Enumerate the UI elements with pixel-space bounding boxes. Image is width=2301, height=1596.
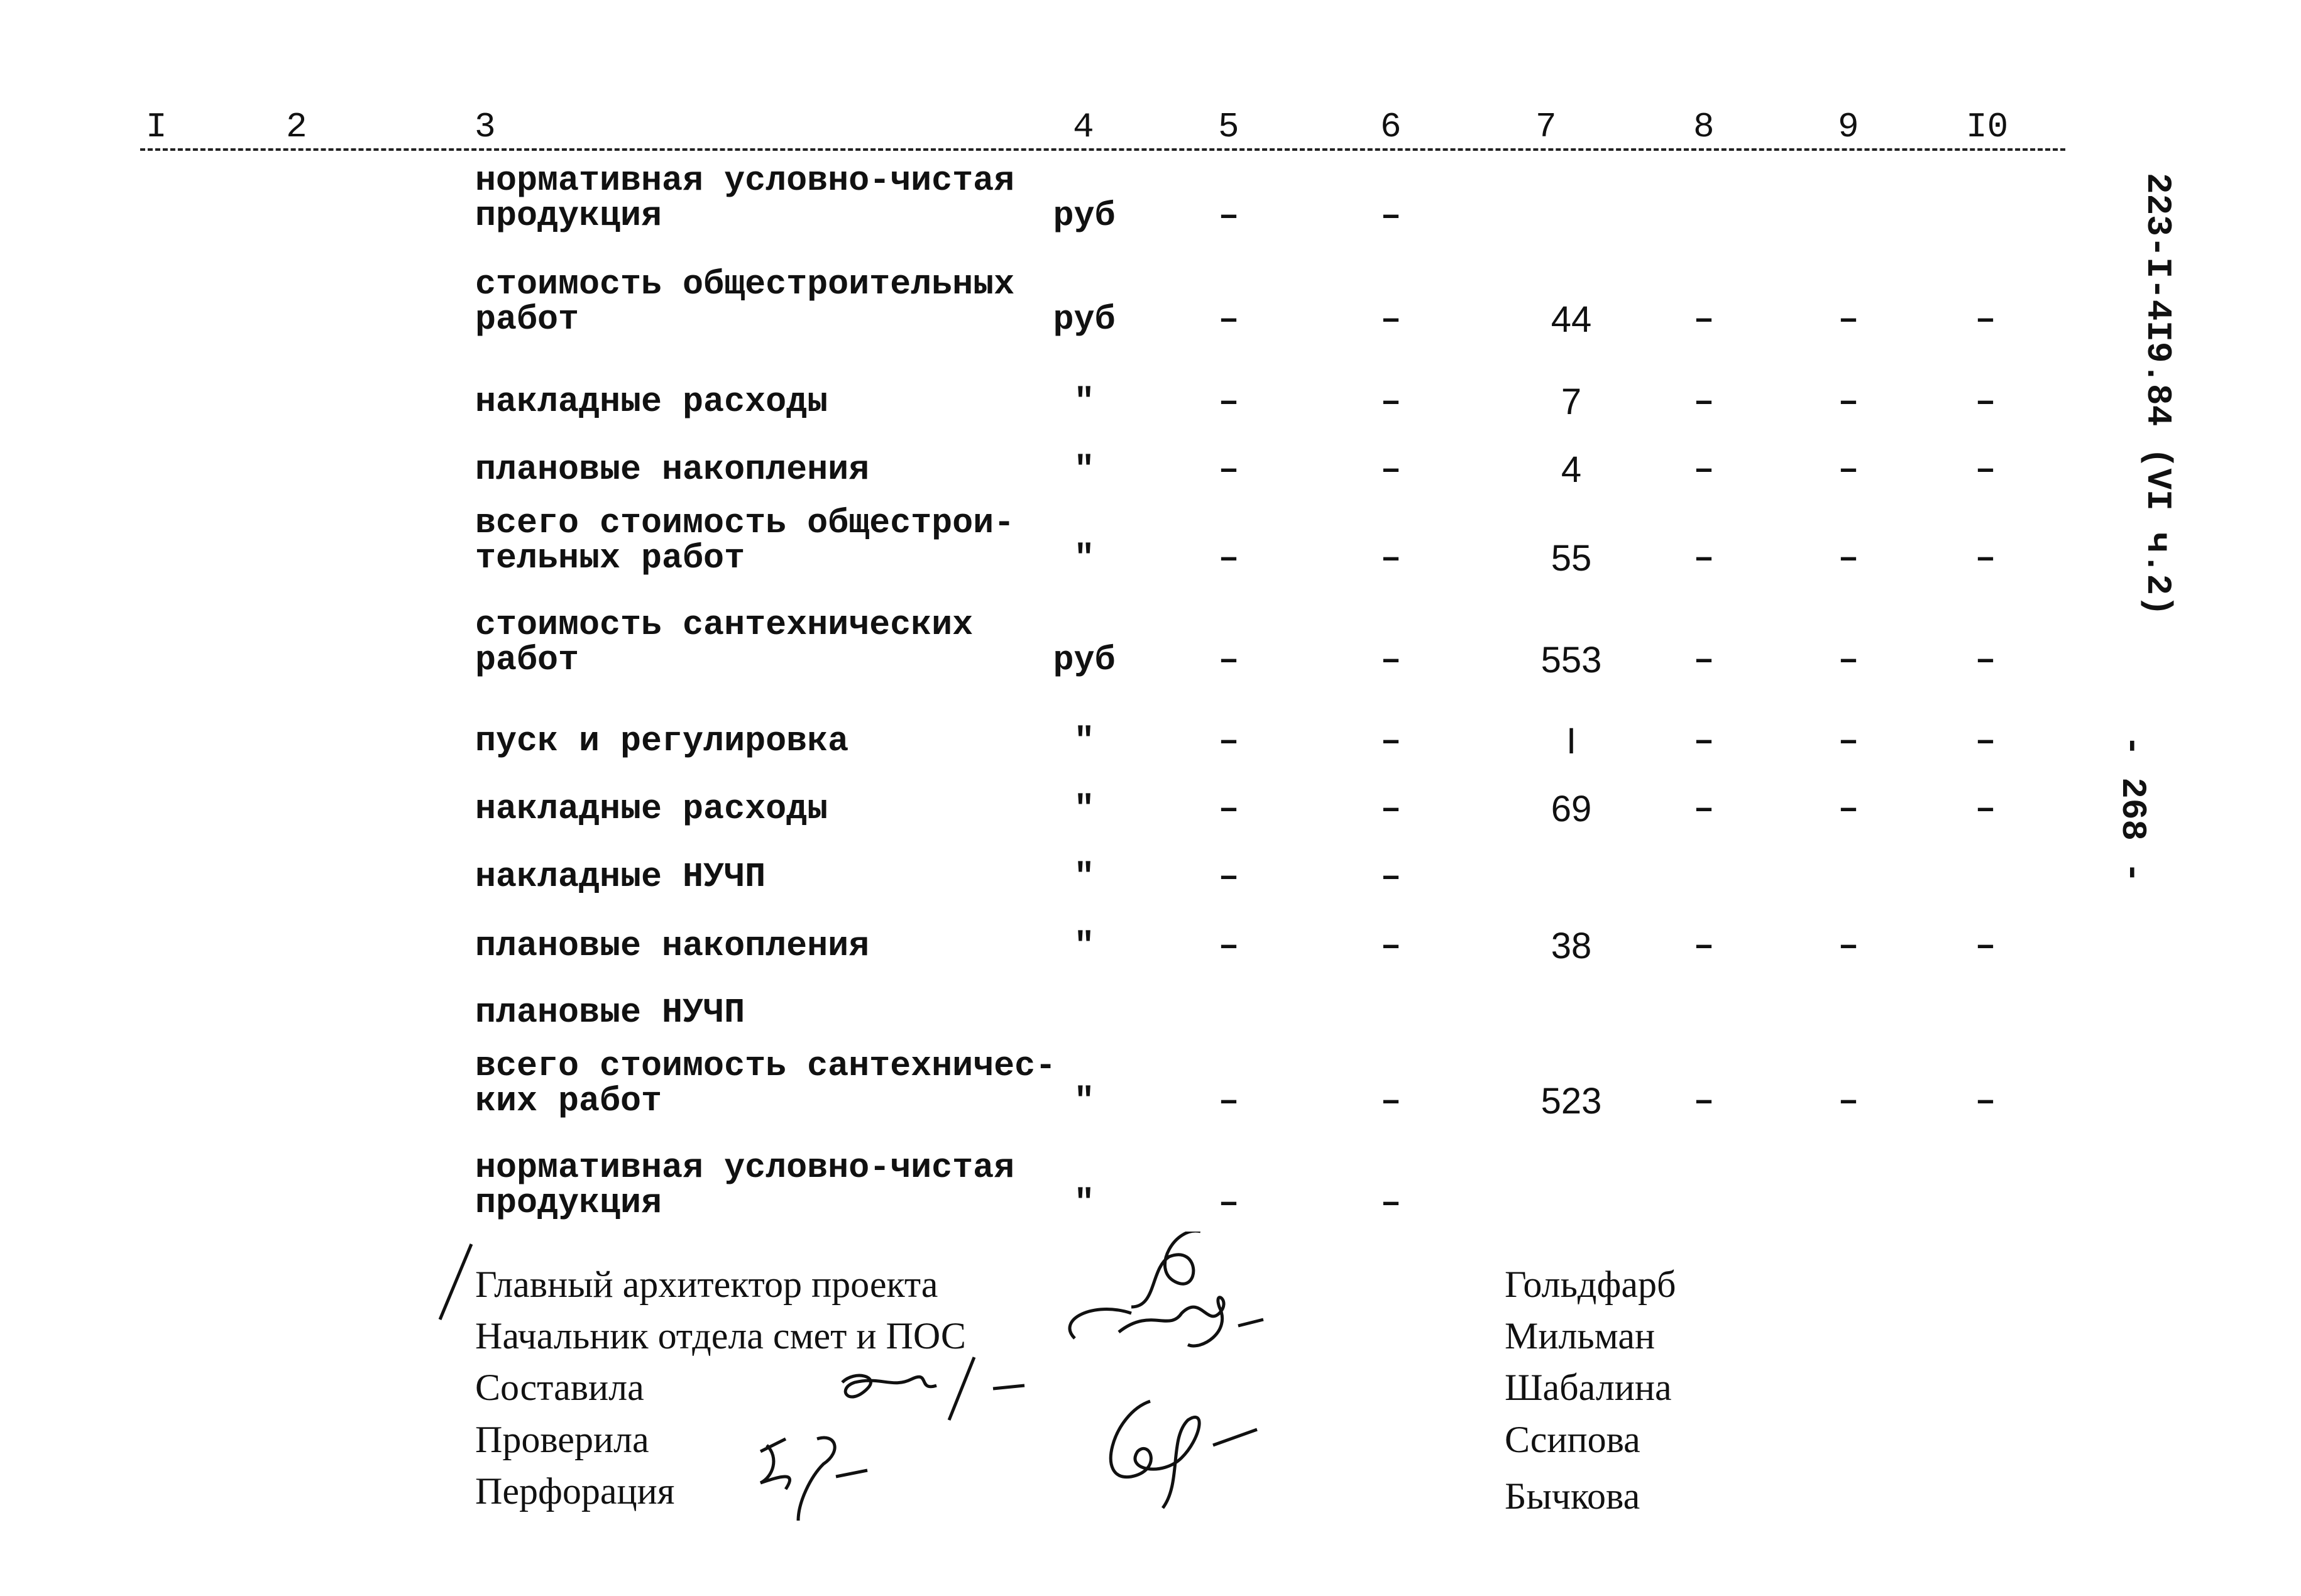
cell-col-9: – (1838, 721, 1859, 761)
signature-role: Перфорация (475, 1470, 675, 1512)
cell-col-7: 44 (1551, 299, 1592, 340)
cell-col-7: 69 (1551, 789, 1592, 829)
cell-col-9: – (1838, 382, 1859, 422)
cell-col-10: – (1975, 789, 1996, 829)
col-header-10: I0 (1966, 107, 2009, 147)
cell-col-7: 38 (1551, 926, 1592, 966)
cell-col-6: – (1380, 300, 1402, 339)
cell-col-10: – (1975, 640, 1996, 680)
cell-col-6: – (1380, 926, 1402, 966)
row-unit: ″ (1074, 721, 1095, 761)
row-unit: руб (1053, 640, 1116, 680)
table-row (0, 955, 2137, 1030)
table-row (0, 1044, 2137, 1122)
cell-col-9: – (1838, 450, 1859, 489)
cell-col-5: – (1218, 538, 1239, 578)
row-unit: ″ (1074, 1183, 1095, 1223)
cell-col-5: – (1218, 640, 1239, 680)
col-header-4: 4 (1073, 107, 1094, 147)
signature-name: Ссипова (1505, 1419, 1640, 1460)
cell-col-5: – (1218, 382, 1239, 422)
cell-col-5: – (1218, 1081, 1239, 1121)
cell-col-9: – (1838, 640, 1859, 680)
cell-col-8: – (1693, 450, 1715, 489)
cell-col-5: – (1218, 1183, 1239, 1223)
cell-col-8: – (1693, 538, 1715, 578)
cell-col-10: – (1975, 382, 1996, 422)
cell-col-6: – (1380, 450, 1402, 489)
handwritten-signatures (427, 1232, 1370, 1533)
cell-col-8: – (1693, 721, 1715, 761)
table-row (0, 752, 2137, 827)
cell-col-6: – (1380, 640, 1402, 680)
cell-col-5: – (1218, 196, 1239, 236)
col-header-9: 9 (1838, 107, 1859, 147)
cell-col-10: – (1975, 450, 1996, 489)
row-unit: ″ (1074, 1081, 1095, 1121)
cell-col-7: 523 (1540, 1081, 1602, 1122)
row-unit: ″ (1074, 450, 1095, 489)
cell-col-5: – (1218, 857, 1239, 897)
signature-role: Проверила (475, 1419, 649, 1460)
cell-col-9: – (1838, 300, 1859, 339)
cell-col-10: – (1975, 721, 1996, 761)
cell-col-10: – (1975, 538, 1996, 578)
row-description: накладные расходы (475, 789, 828, 829)
signature-role: Главный архитектор проекта (475, 1264, 938, 1305)
row-unit: ″ (1074, 926, 1095, 966)
cell-col-6: – (1380, 538, 1402, 578)
cell-col-10: – (1975, 926, 1996, 966)
cell-col-6: – (1380, 382, 1402, 422)
col-header-5: 5 (1218, 107, 1239, 147)
cell-col-7: 55 (1551, 538, 1592, 579)
row-description: плановые накопления (475, 926, 870, 966)
row-description: всего стоимость сантехничес- ких работ (475, 1046, 1057, 1121)
cell-col-7: 7 (1561, 381, 1582, 422)
cell-col-8: – (1693, 640, 1715, 680)
signature-name: Гольдфарб (1505, 1264, 1676, 1305)
col-header-6: 6 (1380, 107, 1402, 147)
col-header-2: 2 (286, 107, 307, 147)
row-description: пуск и регулировка (475, 721, 849, 761)
row-unit: руб (1053, 300, 1116, 339)
cell-col-5: – (1218, 300, 1239, 339)
cell-col-8: – (1693, 789, 1715, 829)
table-row (0, 412, 2137, 488)
cell-col-9: – (1838, 789, 1859, 829)
row-unit: ″ (1074, 789, 1095, 829)
col-header-8: 8 (1693, 107, 1715, 147)
row-description: стоимость общестроительных работ (475, 265, 1015, 339)
signature-name: Мильман (1505, 1315, 1656, 1357)
cell-col-5: – (1218, 926, 1239, 966)
cell-col-7: 553 (1540, 640, 1602, 680)
cell-col-7: 4 (1561, 449, 1582, 490)
col-header-7: 7 (1535, 107, 1557, 147)
signature-role: Составила (475, 1367, 644, 1408)
row-unit: ″ (1074, 857, 1095, 897)
cell-col-6: – (1380, 1081, 1402, 1121)
signature-name: Шабалина (1505, 1367, 1672, 1408)
cell-col-9: – (1838, 926, 1859, 966)
page-number: - 268 - (2112, 735, 2153, 883)
col-header-3: 3 (475, 107, 496, 147)
table-row (0, 1145, 2137, 1221)
table-row (0, 158, 2137, 234)
table-row (0, 888, 2137, 964)
cell-col-6: – (1380, 721, 1402, 761)
table-row (0, 262, 2137, 340)
table-row (0, 684, 2137, 762)
cell-col-9: – (1838, 1081, 1859, 1121)
cell-col-10: – (1975, 1081, 1996, 1121)
row-description: нормативная условно-чистая продукция (475, 161, 1015, 236)
cell-col-8: – (1693, 1081, 1715, 1121)
row-description: всего стоимость общестрои- тельных работ (475, 503, 1015, 578)
cell-col-6: – (1380, 789, 1402, 829)
table-row (0, 603, 2137, 678)
cell-col-8: – (1693, 926, 1715, 966)
row-unit: руб (1053, 196, 1116, 236)
table-row (0, 819, 2137, 895)
col-header-1: I (146, 107, 167, 147)
row-unit: ″ (1074, 538, 1095, 578)
cell-col-5: – (1218, 450, 1239, 489)
header-divider (140, 148, 2065, 151)
table-row (0, 501, 2137, 579)
signature-role: Начальник отдела смет и ПОС (475, 1315, 966, 1357)
cell-col-7: I (1566, 721, 1577, 762)
table-row (0, 344, 2137, 420)
row-description: накладные НУЧП (475, 857, 766, 897)
row-description: нормативная условно-чистая продукция (475, 1148, 1015, 1223)
cell-col-8: – (1693, 382, 1715, 422)
cell-col-9: – (1838, 538, 1859, 578)
row-unit: ″ (1074, 382, 1095, 422)
cell-col-5: – (1218, 789, 1239, 829)
cell-col-10: – (1975, 300, 1996, 339)
cell-col-6: – (1380, 857, 1402, 897)
row-description: плановые НУЧП (475, 993, 745, 1032)
cell-col-6: – (1380, 1183, 1402, 1223)
row-description: стоимость сантехнических работ (475, 605, 974, 680)
row-description: плановые накопления (475, 450, 870, 489)
row-description: накладные расходы (475, 382, 828, 422)
cell-col-8: – (1693, 300, 1715, 339)
cell-col-6: – (1380, 196, 1402, 236)
signature-name: Бычкова (1505, 1475, 1640, 1517)
cell-col-5: – (1218, 721, 1239, 761)
document-code: 223-I-4I9.84 (VI ч.2) (2138, 173, 2178, 616)
